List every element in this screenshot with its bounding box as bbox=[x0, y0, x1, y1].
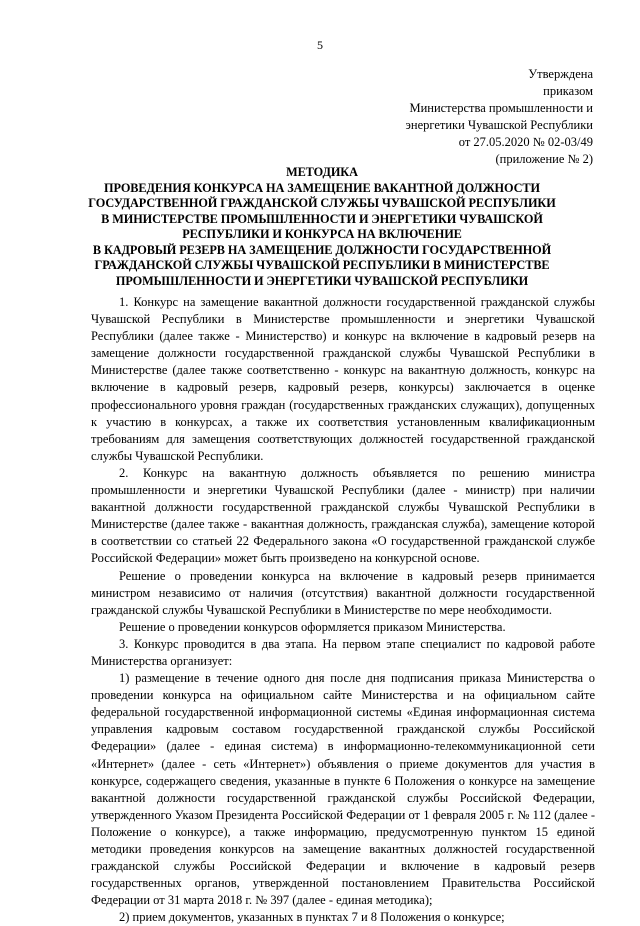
document-title bbox=[82, 165, 562, 289]
document-body bbox=[91, 294, 595, 926]
approval-line: Утверждена bbox=[528, 67, 593, 81]
page-number: 5 bbox=[317, 38, 323, 52]
title-line: РЕСПУБЛИКИ И КОНКУРСА НА ВКЛЮЧЕНИЕ bbox=[182, 227, 462, 241]
approval-block bbox=[293, 66, 593, 168]
title-line: ПРОМЫШЛЕННОСТИ И ЭНЕРГЕТИКИ ЧУВАШСКОЙ РЕСПУБЛИКИ bbox=[115, 273, 529, 288]
paragraph: 2) прием документов, указанных в пунктах 7 и 8 Положения о конкурсе; bbox=[119, 910, 505, 925]
title-line: В МИНИСТЕРСТВЕ ПРОМЫШЛЕННОСТИ И ЭНЕРГЕТИКИ ЧУВАШСКОЙ bbox=[101, 211, 543, 226]
title-line: ПРОВЕДЕНИЯ КОНКУРСА НА ЗАМЕЩЕНИЕ ВАКАНТНОЙ ДОЛЖНОСТИ bbox=[104, 180, 540, 195]
title-line: ГРАЖДАНСКОЙ СЛУЖБЫ ЧУВАШСКОЙ РЕСПУБЛИКИ В МИНИСТЕРСТВЕ bbox=[94, 258, 550, 272]
approval-line: энергетики Чувашской Республики bbox=[405, 118, 593, 132]
approval-line: Министерства промышленности и bbox=[409, 101, 593, 115]
approval-line: (приложение № 2) bbox=[495, 152, 593, 166]
paragraph: 2. Конкурс на вакантную должность объявляется по решению министра промышленности и энергетики Чувашской Республики (далее - министр) при наличии вакантной должности государственной гражданской службы Чувашской Республики в Министерстве (далее также - вакантная должность, гражданская служба), замещение которой в соответствии со статьей 22 Федерального закона «О государственной гражданской службе Российской Федерации» может быть произведено на конкурсной основе. bbox=[91, 465, 595, 566]
title-line: МЕТОДИКА bbox=[286, 165, 358, 179]
paragraph: Решение о проведении конкурса на включение в кадровый резерв принимается министром независимо от наличия (отсутствия) вакантной должности государственной гражданской службы Чувашской Республики в Министерстве по мере необходимости. bbox=[91, 568, 595, 617]
approval-line: от 27.05.2020 № 02-03/49 bbox=[458, 135, 593, 149]
title-line: ГОСУДАРСТВЕННОЙ ГРАЖДАНСКОЙ СЛУЖБЫ ЧУВАШСКОЙ РЕСПУБЛИКИ bbox=[88, 196, 556, 210]
paragraph: 1) размещение в течение одного дня после дня подписания приказа Министерства о проведении конкурса на официальном сайте Министерства и на официальном сайте федеральной государственной информационной системы «Единая информационная система управления кадровым составом государственной гражданской службы Российской Федерации» (далее - единая система) в информационно-телекоммуникационной сети «Интернет» (далее - сеть «Интернет») объявления о приеме документов для участия в конкурсе, содержащего сведения, указанные в пункте 6 Положения о конкурсе на замещение вакантной должности государственной гражданской службы Российской Федерации, утвержденного Указом Президента Российской Федерации от 1 февраля 2005 г. № 112 (далее - Положение о конкурсе), а также информацию, предусмотренную пунктом 15 единой методики проведения конкурсов на замещение вакантных должностей государственной гражданской службы Российской Федерации и включение в кадровый резерв государственных органов, утвержденной постановлением Правительства Российской Федерации от 31 марта 2018 г. № 397 (далее - единая методика); bbox=[91, 671, 595, 908]
title-line: В КАДРОВЫЙ РЕЗЕРВ НА ЗАМЕЩЕНИЕ ДОЛЖНОСТИ ГОСУДАРСТВЕННОЙ bbox=[92, 242, 552, 257]
paragraph: 1. Конкурс на замещение вакантной должности государственной гражданской службы Чувашской Республики в Министерстве промышленности и энергетики Чувашской Республики (далее также - Министерство) и конкурс на включение в кадровый резерв на замещение должности государственной гражданской службы Чувашской Республики в Министерстве (далее также соответственно - конкурс на вакантную должность, конкурс на включение в кадровый резерв, кадровый резерв, конкурсы) заключается в оценке профессионального уровня граждан (государственных гражданских служащих), допущенных к участию в конкурсах, а также их соответствия установленным квалификационным требованиям для замещения соответствующих должностей государственной гражданской службы Чувашской Республики. bbox=[91, 295, 595, 463]
paragraph: Решение о проведении конкурсов оформляется приказом Министерства. bbox=[119, 619, 506, 634]
paragraph: 3. Конкурс проводится в два этапа. На первом этапе специалист по кадровой работе Министерства организует: bbox=[91, 636, 595, 668]
approval-line: приказом bbox=[543, 84, 593, 98]
